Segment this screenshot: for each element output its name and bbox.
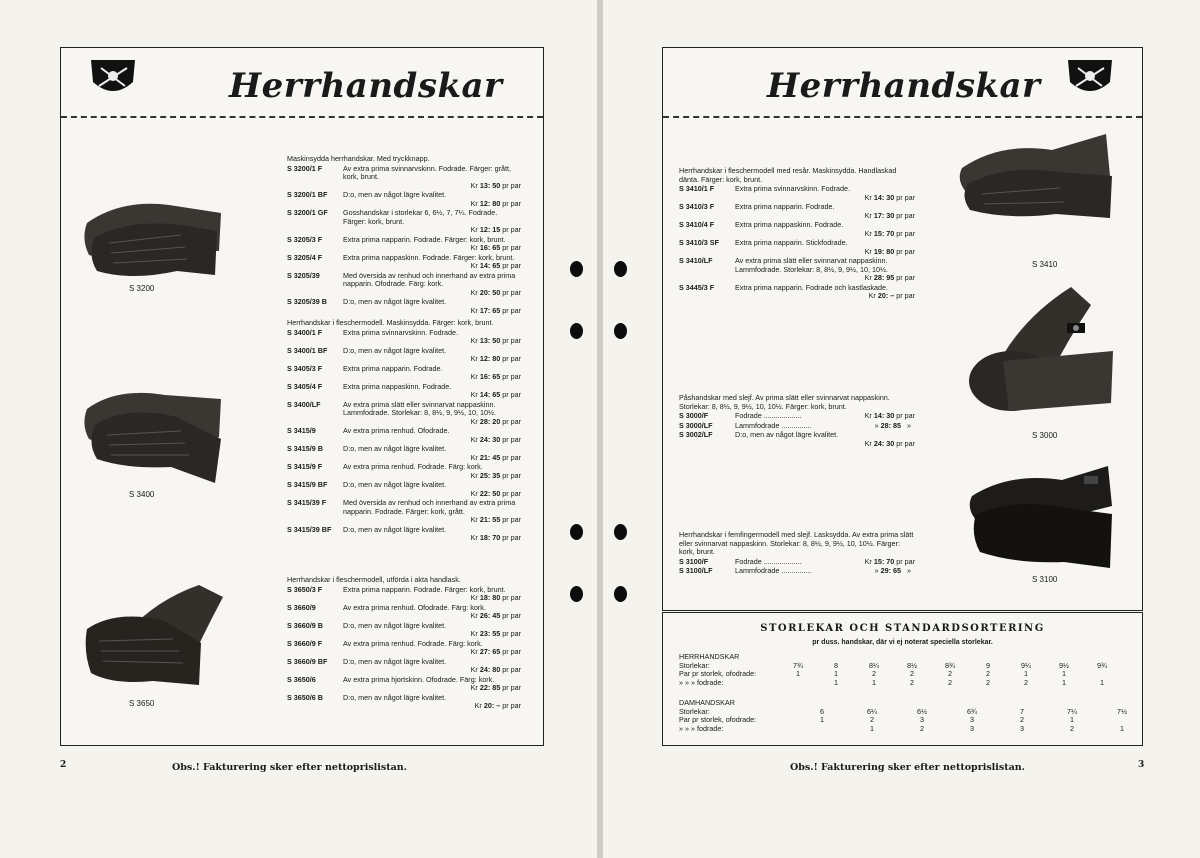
size-row-herr-sizes: Storlekar: 7¾ 8 8¼ 8½ 8¾ 9 9¼ 9½ 9¾ — [679, 660, 1107, 670]
item-code: S 3660/9 F — [287, 638, 323, 648]
item-desc: Lammfodrade ............... — [735, 420, 812, 430]
item-price: Kr 16: 65 pr par — [470, 372, 521, 381]
item-price: Kr 28: 95 pr par — [864, 273, 915, 282]
item-price: Kr 22: 50 pr par — [470, 488, 521, 498]
binder-hole — [570, 323, 583, 339]
item-s3200-1f — [287, 165, 521, 191]
item-code: S 3660/9 B — [287, 620, 323, 630]
item-s3200-1gf — [287, 209, 521, 235]
item-desc: Av extra prima slätt eller svinnarvat nappaskinn. Lammfodrade. Storlekar: 8, 8½, 9, 9½, 10, 10½. — [343, 399, 497, 417]
item-desc: Av extra prima slätt eller svinnarvat nappaskinn. Lammfodrade. Storlekar: 8, 8½, 9, 9½, 10, 10½. — [735, 256, 889, 274]
item-code: S 3002/LF — [679, 430, 713, 439]
item-price: Kr 23: 55 pr par — [470, 629, 521, 638]
group-intro: Herrhandskar i fleschermodell med resår. Maskinsydda. Handlaskad dänta. Färger: kork, brunt. — [679, 166, 897, 184]
item-price: Kr 18: 80 pr par — [470, 593, 521, 602]
glove-s3100-image — [966, 464, 1116, 574]
item-price: Kr 18: 70 pr par — [470, 533, 521, 542]
item-desc: Extra prima napparin. Fodrade. — [343, 363, 443, 373]
item-price: Kr 28: 20 pr par — [470, 416, 521, 426]
item-desc: D:o, men av något lägre kvalitet. — [343, 656, 447, 666]
item-price: Kr 16: 65 pr par — [470, 243, 521, 252]
item-price: Kr 22: 85 pr par — [470, 683, 521, 692]
item-price: Kr 15: 70 pr par — [864, 228, 915, 238]
item-desc: Av extra prima renhud. Ofodrade. Färg: kork. — [343, 602, 486, 612]
item-code: S 3650/3 F — [287, 584, 323, 594]
binder-hole — [614, 323, 627, 339]
glove-s3400-image — [81, 381, 226, 486]
item-code: S 3415/9 B — [287, 444, 323, 453]
page-title: Herrhandskar — [767, 66, 1041, 106]
item-desc: Med översida av renhud och innerhand av extra prima napparin. Fodrade. Färger: kork, grått. — [343, 498, 516, 516]
item-s3410-lf — [679, 257, 915, 283]
size-heading-herr: HERRHANDSKAR — [679, 652, 740, 661]
item-s3205-39 — [287, 272, 521, 298]
item-desc: Extra prima svinnarvskinn. Fodrade. — [735, 184, 851, 193]
item-s3410-3f — [679, 203, 915, 220]
product-group-s3100 — [679, 531, 915, 576]
item-code: S 3445/3 F — [679, 282, 715, 292]
size-heading-dam: DAMHANDSKAR — [679, 698, 735, 707]
item-code: S 3200/1 F — [287, 163, 323, 173]
left-frame — [60, 47, 544, 746]
product-group-s3000 — [679, 394, 915, 448]
item-s3100-lf: S 3100/LF Lammfodrade ............... » 29: 65 » — [679, 566, 911, 575]
title-divider — [663, 116, 1142, 118]
glove-s3000-image — [963, 285, 1118, 415]
item-price: Kr 26: 45 pr par — [470, 611, 521, 620]
item-price: Kr 20: – pr par — [868, 291, 915, 300]
binder-hole — [614, 261, 627, 277]
item-desc: Av extra prima hjortskinn. Ofodrade. Färg: kork. — [343, 674, 495, 684]
item-s3415-9 — [287, 427, 521, 444]
item-s3410-1f — [679, 185, 915, 202]
item-code: S 3410/3 F — [679, 202, 715, 211]
binder-hole — [614, 586, 627, 602]
item-s3400-1f — [287, 329, 521, 346]
item-desc: Av extra prima renhud. Fodrade. Färg: kork. — [343, 638, 483, 648]
right-frame — [662, 47, 1143, 611]
item-price: Kr 24: 80 pr par — [470, 665, 521, 674]
caption-s3100: S 3100 — [1032, 575, 1058, 584]
binder-hole — [570, 524, 583, 540]
size-row-dam-sizes: Storlekar: 6 6¼ 6½ 6¾ 7 7¼ 7½ — [679, 706, 1127, 716]
item-s3400-1bf — [287, 347, 521, 364]
item-desc: D:o, men av något lägre kvalitet. — [343, 524, 447, 534]
page-number: 2 — [60, 760, 67, 770]
item-price: Kr 25: 35 pr par — [470, 470, 521, 480]
right-page — [603, 0, 1200, 858]
item-code: S 3660/9 — [287, 602, 316, 612]
item-code: S 3410/1 F — [679, 184, 715, 193]
size-table-dam — [679, 699, 1147, 733]
item-code: S 3400/1 BF — [287, 345, 328, 355]
item-s3660-9f — [287, 640, 521, 657]
item-code: S 3410/LF — [679, 256, 713, 265]
item-s3205-39b — [287, 298, 521, 315]
binder-hole — [614, 524, 627, 540]
size-table-box — [662, 612, 1143, 746]
item-code: S 3200/1 BF — [287, 190, 328, 199]
item-desc: Extra prima nappaskinn. Fodrade. — [343, 381, 452, 391]
brand-logo-icon — [87, 56, 139, 100]
item-s3405-4f — [287, 383, 521, 400]
item-price: Kr 12: 15 pr par — [470, 225, 521, 234]
item-s3650-6 — [287, 676, 521, 693]
item-price: Kr 21: 45 pr par — [470, 452, 521, 462]
product-group-s3400 — [287, 319, 521, 543]
item-code: S 3000/LF — [679, 420, 713, 430]
item-s3415-9f — [287, 463, 521, 480]
item-s3200-1bf — [287, 191, 521, 208]
item-price: Kr 14: 65 pr par — [470, 261, 521, 270]
item-desc: Av extra prima renhud. Fodrade. Färg: kork. — [343, 462, 483, 471]
item-s3650-6b — [287, 694, 521, 711]
item-s3205-3f — [287, 236, 521, 253]
item-desc: Extra prima nappaskinn. Fodrade. — [735, 220, 844, 229]
item-code: S 3000/F — [679, 411, 709, 420]
size-row-dam-lined: » » » fodrade: 1 2 3 3 2 1 — [679, 723, 1124, 733]
item-desc: D:o, men av något lägre kvalitet. — [343, 444, 447, 453]
item-s3660-9bf — [287, 658, 521, 675]
glove-s3410-image — [956, 132, 1116, 222]
page-number: 3 — [1138, 760, 1145, 770]
page-title: Herrhandskar — [229, 66, 503, 106]
item-code: S 3100/LF — [679, 566, 713, 575]
item-price: Kr 13: 50 pr par — [470, 336, 521, 345]
item-price: Kr 13: 50 pr par — [470, 180, 521, 190]
item-price: Kr 14: 65 pr par — [470, 390, 521, 399]
item-price: Kr 20: 50 pr par — [470, 287, 521, 297]
footer-note: Obs.! Fakturering sker efter nettoprislistan. — [172, 762, 407, 773]
item-desc: D:o, men av något lägre kvalitet. — [343, 190, 447, 199]
item-s3445-3f — [679, 284, 915, 301]
item-desc: Gosshandskar i storlekar 6, 6½, 7, 7¼. Fodrade. Färger: kork, brunt. — [343, 208, 498, 226]
item-s3000-lf: S 3000/LF Lammfodrade ............... » 28: 85 » — [679, 420, 911, 430]
item-price: Kr 12: 80 pr par — [470, 354, 521, 363]
item-s3660-9b — [287, 622, 521, 639]
group-intro: Herrhandskar i femfingermodell med slejf. Lasksydda. Av extra prima slätt eller svinnarvat nappaskinn. Storlekar: 8, 8½, 9, 9½, 10, 10½. Färger: kork, brunt. — [679, 530, 914, 556]
caption-s3400: S 3400 — [129, 490, 155, 499]
item-desc: Med översida av renhud och innerhand av extra prima napparin. Ofodrade. Färg: kork. — [343, 270, 516, 288]
item-code: S 3415/9 BF — [287, 480, 328, 489]
item-desc: Lammfodrade ............... — [735, 566, 812, 575]
item-desc: D:o, men av något lägre kvalitet. — [343, 345, 447, 355]
group-intro: Påshandskar med slejf. Av prima slätt eller svinnarvat nappaskinn. Storlekar: 8, 8½, 9, 9½, 10, 10½. Färger: kork, brunt. — [679, 393, 890, 411]
item-desc: Extra prima napparin. Fodrade och kastlaskade. — [735, 282, 889, 292]
left-page — [0, 0, 597, 858]
item-s3650-3f — [287, 586, 521, 603]
item-desc: D:o, men av något lägre kvalitet. — [735, 430, 839, 439]
item-s3410-3sf — [679, 239, 915, 256]
item-desc: Extra prima svinnarvskinn. Fodrade. — [343, 327, 459, 337]
item-code: S 3415/39 F — [287, 498, 327, 507]
item-code: S 3410/4 F — [679, 220, 715, 229]
size-row-herr-unlined: Par pr storlek, ofodrade: 1 1 2 2 2 2 1 1 — [679, 669, 1066, 678]
caption-s3200: S 3200 — [129, 284, 155, 293]
item-s3100-f: S 3100/F Fodrade ................... Kr 15: 70 pr par — [679, 556, 915, 566]
size-row-herr-lined: » » » fodrade: 1 1 2 2 2 2 1 1 — [679, 677, 1104, 687]
item-price: Kr 24: 30 pr par — [470, 434, 521, 444]
item-desc: Extra prima nappaskinn. Fodrade. Färger: kork, brunt. — [343, 252, 515, 262]
size-row-dam-unlined: Par pr storlek, ofodrade: 1 2 3 3 2 1 — [679, 715, 1074, 724]
product-group-s3410 — [679, 167, 915, 301]
item-code: S 3650/6 B — [287, 692, 323, 702]
product-group-s3200 — [287, 155, 521, 315]
item-code: S 3650/6 — [287, 674, 316, 684]
item-s3415-9b — [287, 445, 521, 462]
item-desc: D:o, men av något lägre kvalitet. — [343, 480, 447, 489]
item-s3400-lf — [287, 401, 521, 427]
item-code: S 3100/F — [679, 556, 709, 566]
size-table-title: STORLEKAR OCH STANDARDSORTERING — [760, 623, 1045, 634]
item-s3660-9 — [287, 604, 521, 621]
item-code: S 3205/4 F — [287, 252, 323, 262]
binder-hole — [570, 586, 583, 602]
binder-hole — [570, 261, 583, 277]
item-s3002-lf — [679, 431, 915, 448]
item-code: S 3405/4 F — [287, 381, 323, 391]
glove-s3200-image — [81, 191, 226, 283]
brand-logo-icon — [1064, 56, 1116, 100]
item-code: S 3400/1 F — [287, 327, 323, 337]
item-desc: D:o, men av något lägre kvalitet. — [343, 297, 447, 306]
item-code: S 3205/3 F — [287, 234, 323, 244]
item-s3205-4f — [287, 254, 521, 271]
item-desc: Extra prima napparin. Stickfodrade. — [735, 238, 848, 247]
item-desc: Av extra prima renhud. Ofodrade. — [343, 426, 450, 435]
item-price: Kr 27: 65 pr par — [470, 647, 521, 656]
item-code: S 3410/3 SF — [679, 238, 719, 247]
item-price: Kr 24: 30 pr par — [864, 438, 915, 448]
footer-note: Obs.! Fakturering sker efter nettoprislistan. — [790, 762, 1025, 773]
item-price: Kr 17: 65 pr par — [470, 305, 521, 315]
item-desc: Av extra prima svinnarvskinn. Fodrade. Färger: grått, kork, brunt. — [343, 163, 512, 181]
item-code: S 3415/9 — [287, 426, 316, 435]
size-table-herr — [679, 653, 1121, 687]
group-intro: Maskinsydda herrhandskar. Med tryckknapp. — [287, 154, 430, 163]
item-desc: Fodrade ................... — [735, 411, 802, 420]
item-s3410-4f — [679, 221, 915, 238]
product-group-s3650 — [287, 576, 521, 711]
item-s3415-39bf — [287, 526, 521, 543]
item-price: Kr 14: 30 pr par — [864, 192, 915, 202]
group-intro: Herrhandskar i fleschermodell, utförda i akta handlask. — [287, 575, 461, 584]
item-desc: Fodrade ................... — [735, 556, 802, 566]
item-code: S 3200/1 GF — [287, 208, 328, 217]
item-price: Kr 20: – pr par — [474, 701, 521, 710]
item-s3000-f: S 3000/F Fodrade ................... Kr 14: 30 pr par — [679, 411, 915, 420]
title-divider — [61, 116, 543, 118]
item-desc: D:o, men av något lägre kvalitet. — [343, 692, 447, 702]
item-price: Kr 12: 80 pr par — [470, 198, 521, 208]
item-desc: Extra prima napparin. Fodrade. Färger: kork, brunt. — [343, 234, 506, 244]
group-intro: Herrhandskar i fleschermodell. Maskinsydda. Färger: kork, brunt. — [287, 318, 494, 327]
caption-s3650: S 3650 — [129, 699, 155, 708]
item-desc: Extra prima napparin. Fodrade. Färger: kork, brunt. — [343, 584, 506, 594]
item-code: S 3205/39 — [287, 270, 320, 280]
item-price: Kr 19: 80 pr par — [864, 246, 915, 256]
item-code: S 3205/39 B — [287, 297, 327, 306]
item-s3415-9bf — [287, 481, 521, 498]
glove-s3650-image — [83, 581, 228, 691]
item-s3405-3f — [287, 365, 521, 382]
item-code: S 3415/9 F — [287, 462, 323, 471]
item-desc: Extra prima napparin. Fodrade. — [735, 202, 835, 211]
item-price: Kr 21: 55 pr par — [470, 515, 521, 524]
item-code: S 3405/3 F — [287, 363, 323, 373]
caption-s3000: S 3000 — [1032, 431, 1058, 440]
item-desc: D:o, men av något lägre kvalitet. — [343, 620, 447, 630]
item-price: Kr 17: 30 pr par — [864, 210, 915, 220]
size-table-subtitle: pr duss. handskar, där vi ej noterat speciella storlekar. — [812, 639, 993, 646]
item-code: S 3660/9 BF — [287, 656, 328, 666]
item-code: S 3415/39 BF — [287, 524, 332, 534]
item-code: S 3400/LF — [287, 399, 321, 409]
caption-s3410: S 3410 — [1032, 260, 1058, 269]
item-s3415-39f — [287, 499, 521, 525]
